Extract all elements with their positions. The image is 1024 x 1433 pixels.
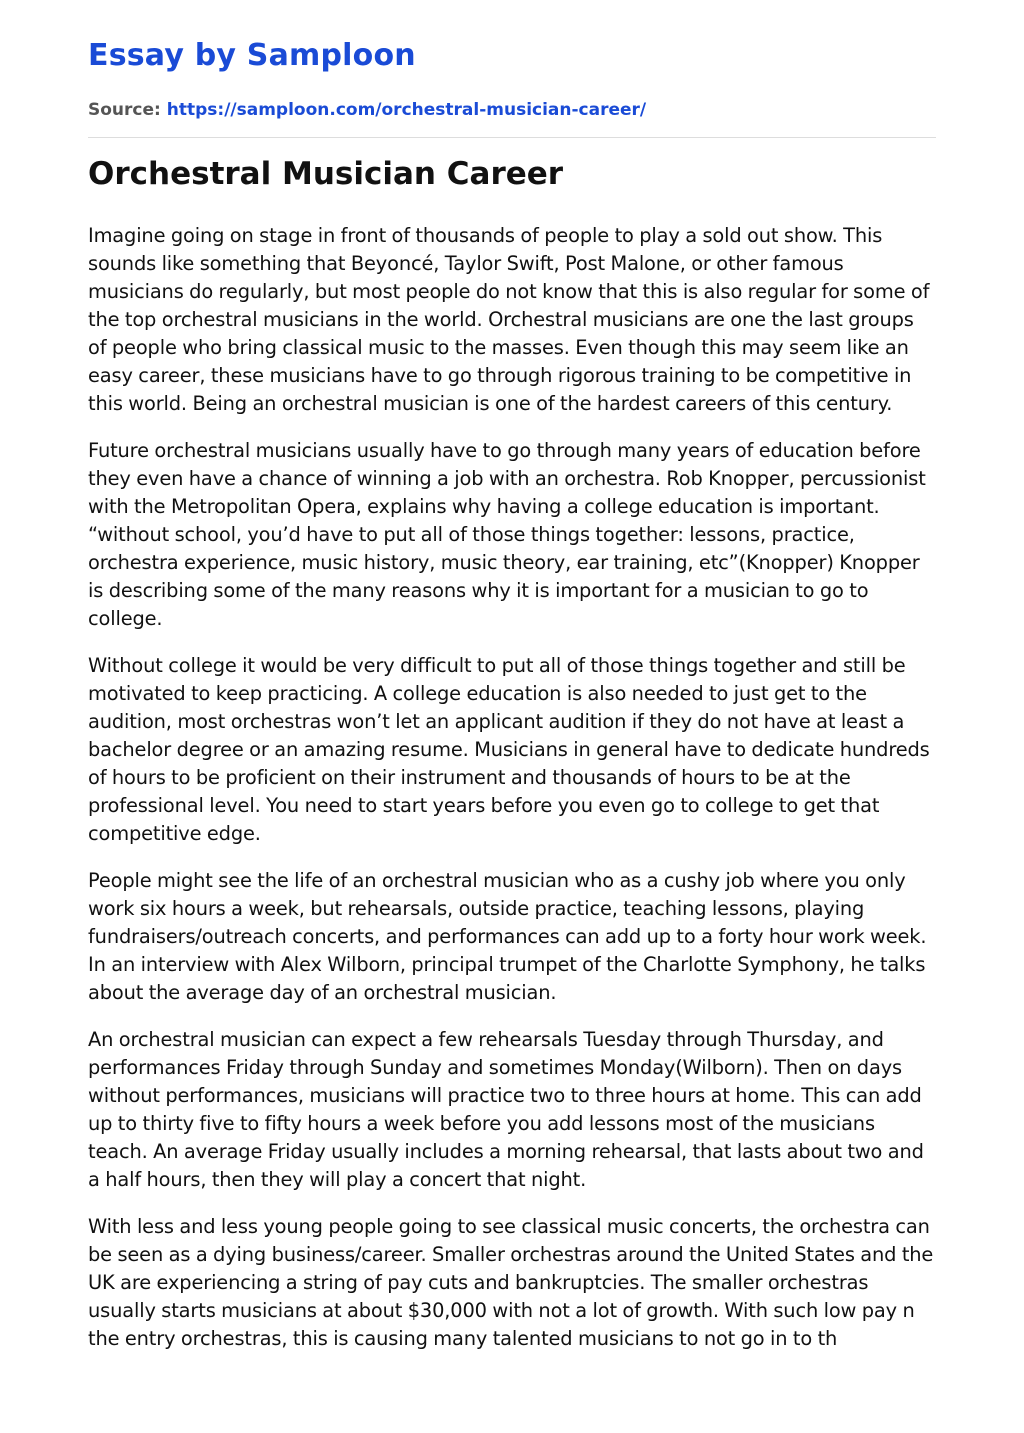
header-divider [88, 137, 936, 138]
essay-paragraph: Imagine going on stage in front of thousands of people to play a sold out show. This sounds like something that Beyoncé, Taylor Swift, Post Malone, or other famous musicians do regularly, but most people do not know that this is also regular for some of the top orchestral musicians in the world. Orchestral musicians are one the last groups of people who bring classical music to the masses. Even though this may seem like an easy career, these musicians have to go through rigorous training to be competitive in this world. Being an orchestral musician is one of the hardest careers of this century. [88, 224, 930, 415]
essay-body [88, 222, 936, 1353]
essay-title: Orchestral Musician Career [88, 156, 564, 192]
source-link[interactable]: https://samploon.com/orchestral-musician-career/ [166, 100, 647, 120]
source-line [88, 98, 936, 122]
essay-page [88, 0, 936, 1372]
essay-paragraph: Without college it would be very difficult to put all of those things together and still be motivated to keep practicing. A college education is also needed to just get to the audition, most orchestras won’t let an applicant audition if they do not have at least a bachelor degree or an amazing resume. Musicians in general have to dedicate hundreds of hours to be proficient on their instrument and thousands of hours to be at the professional level. You need to start years before you even go to college to get that competitive edge. [88, 654, 930, 845]
essay-paragraph: An orchestral musician can expect a few rehearsals Tuesday through Thursday, and performances Friday through Sunday and sometimes Monday(Wilborn). Then on days without performances, musicians will practice two to three hours at home. This can add up to thirty five to fifty hours a week before you add lessons most of the musicians teach. An average Friday usually includes a morning rehearsal, that lasts about two and a half hours, then they will play a concert that night. [88, 1028, 924, 1191]
site-brand-title: Essay by Samploon [88, 38, 416, 73]
essay-paragraph: With less and less young people going to see classical music concerts, the orchestra can be seen as a dying business/career. Smaller orchestras around the United States and the UK are experiencing a string of pay cuts and bankruptcies. The smaller orchestras usually starts musicians at about $30,000 with not a lot of growth. With such low pay n the entry orchestras, this is causing many talented musicians to not go in to th [88, 1215, 934, 1350]
essay-paragraph: Future orchestral musicians usually have to go through many years of education before they even have a chance of winning a job with an orchestra. Rob Knopper, percussionist with the Metropolitan Opera, explains why having a college education is important. “without school, you’d have to put all of those things together: lessons, practice, orchestra experience, music history, music theory, ear training, etc”(Knopper) Knopper is describing some of the many reasons why it is important for a musician to go to college. [88, 439, 926, 630]
essay-paragraph: People might see the life of an orchestral musician who as a cushy job where you only work six hours a week, but rehearsals, outside practice, teaching lessons, playing fundraisers/outreach concerts, and performances can add up to a forty hour work week. In an interview with Alex Wilborn, principal trumpet of the Charlotte Symphony, he talks about the average day of an orchestral musician. [88, 869, 927, 1004]
source-label: Source: [88, 100, 161, 120]
